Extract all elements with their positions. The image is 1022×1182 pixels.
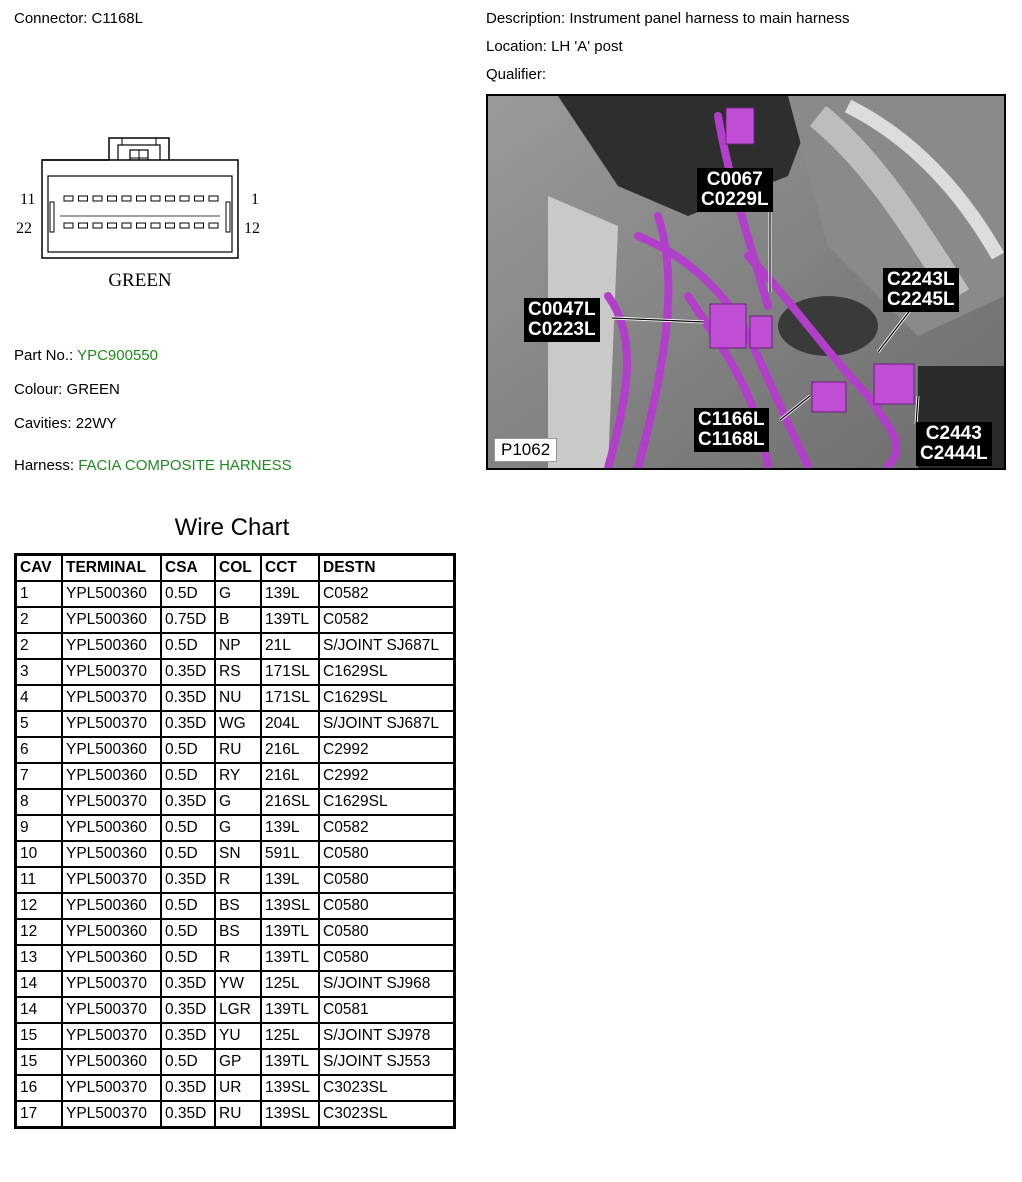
colour-label: Colour:	[14, 381, 63, 398]
cell-col: GP	[215, 1049, 261, 1075]
cell-destn: C0580	[319, 945, 455, 971]
table-row	[16, 581, 455, 607]
table-row	[16, 1101, 455, 1128]
pin-cavity	[166, 223, 175, 228]
cell-terminal: YPL500370	[62, 685, 161, 711]
cell-terminal: YPL500370	[62, 711, 161, 737]
cell-col: NU	[215, 685, 261, 711]
cell-terminal: YPL500360	[62, 763, 161, 789]
pin-cavity	[122, 196, 131, 201]
cell-terminal: YPL500360	[62, 633, 161, 659]
cavities-line	[14, 415, 117, 432]
cell-destn: C3023SL	[319, 1075, 455, 1101]
cell-cav: 15	[16, 1023, 63, 1049]
cell-cct: 171SL	[261, 685, 319, 711]
cell-destn: C1629SL	[319, 789, 455, 815]
table-row	[16, 815, 455, 841]
cell-csa: 0.5D	[161, 815, 215, 841]
table-row	[16, 789, 455, 815]
cavities-label: Cavities:	[14, 415, 72, 432]
pin-cavity	[195, 196, 204, 201]
cell-csa: 0.35D	[161, 1075, 215, 1101]
cell-cct: 139TL	[261, 945, 319, 971]
cell-cct: 216L	[261, 763, 319, 789]
pin-label-12: 12	[244, 220, 260, 237]
cell-cav: 12	[16, 893, 63, 919]
cell-cav: 7	[16, 763, 63, 789]
cell-cav: 15	[16, 1049, 63, 1075]
cell-terminal: YPL500370	[62, 971, 161, 997]
callout-c2443: C2443 C2444L	[916, 422, 992, 466]
cell-terminal: YPL500360	[62, 607, 161, 633]
cell-terminal: YPL500370	[62, 997, 161, 1023]
qualifier-line	[486, 66, 546, 83]
cell-cav: 8	[16, 789, 63, 815]
callout-c0047l: C0047L C0223L	[524, 298, 600, 342]
table-row	[16, 607, 455, 633]
header-cct: CCT	[261, 555, 319, 582]
cell-terminal: YPL500360	[62, 945, 161, 971]
cell-terminal: YPL500370	[62, 1075, 161, 1101]
cell-csa: 0.5D	[161, 1049, 215, 1075]
cell-cct: 139SL	[261, 893, 319, 919]
cell-cct: 125L	[261, 1023, 319, 1049]
cell-cct: 216SL	[261, 789, 319, 815]
cell-cct: 591L	[261, 841, 319, 867]
pin-cavity	[166, 196, 175, 201]
cell-col: R	[215, 867, 261, 893]
pin-cavity	[151, 223, 160, 228]
cell-cav: 16	[16, 1075, 63, 1101]
cell-cav: 11	[16, 867, 63, 893]
pin-cavity	[151, 196, 160, 201]
cell-destn: C0582	[319, 581, 455, 607]
cell-cav: 14	[16, 971, 63, 997]
pin-cavity	[93, 196, 102, 201]
cell-cav: 12	[16, 919, 63, 945]
cell-csa: 0.35D	[161, 997, 215, 1023]
cell-cav: 13	[16, 945, 63, 971]
location-label: Location:	[486, 38, 547, 55]
header-terminal: TERMINAL	[62, 555, 161, 582]
cell-terminal: YPL500360	[62, 919, 161, 945]
cell-destn: C0582	[319, 815, 455, 841]
cell-csa: 0.5D	[161, 581, 215, 607]
pin-label-1: 1	[251, 191, 259, 208]
harness-link[interactable]: FACIA COMPOSITE HARNESS	[78, 457, 292, 474]
cell-csa: 0.35D	[161, 711, 215, 737]
cell-cav: 1	[16, 581, 63, 607]
cell-terminal: YPL500360	[62, 841, 161, 867]
pin-cavity	[79, 196, 88, 201]
pin-cavity	[209, 223, 218, 228]
cell-cav: 3	[16, 659, 63, 685]
table-row	[16, 945, 455, 971]
cell-cct: 139TL	[261, 919, 319, 945]
connector-label: Connector:	[14, 10, 88, 27]
cell-csa: 0.35D	[161, 789, 215, 815]
cell-col: G	[215, 815, 261, 841]
cell-csa: 0.75D	[161, 607, 215, 633]
cell-cav: 5	[16, 711, 63, 737]
cell-destn: C0580	[319, 893, 455, 919]
cell-col: YU	[215, 1023, 261, 1049]
cell-terminal: YPL500370	[62, 867, 161, 893]
header-cav: CAV	[16, 555, 63, 582]
cell-cav: 6	[16, 737, 63, 763]
pin-cavity	[209, 196, 218, 201]
cell-destn: C3023SL	[319, 1101, 455, 1128]
callout-c1166l: C1166L C1168L	[694, 408, 769, 452]
cell-destn: C0582	[319, 607, 455, 633]
pin-cavity	[79, 223, 88, 228]
cell-col: NP	[215, 633, 261, 659]
table-row	[16, 867, 455, 893]
harness-label: Harness:	[14, 457, 75, 474]
part-number-line	[14, 347, 158, 364]
table-row	[16, 1049, 455, 1075]
callout-c2243l: C2243L C2245L	[883, 268, 959, 312]
cell-cct: 139TL	[261, 1049, 319, 1075]
table-row	[16, 997, 455, 1023]
cell-csa: 0.5D	[161, 841, 215, 867]
cell-csa: 0.35D	[161, 971, 215, 997]
pin-cavity	[137, 196, 146, 201]
cell-csa: 0.35D	[161, 1101, 215, 1128]
cell-destn: C0580	[319, 919, 455, 945]
cell-cct: 139SL	[261, 1101, 319, 1128]
table-row	[16, 711, 455, 737]
callout-c0067: C0067 C0229L	[697, 168, 773, 212]
colour-line	[14, 381, 120, 398]
pin-cavity	[137, 223, 146, 228]
cell-destn: S/JOINT SJ968	[319, 971, 455, 997]
table-row	[16, 1075, 455, 1101]
cell-col: UR	[215, 1075, 261, 1101]
cell-csa: 0.35D	[161, 659, 215, 685]
wire-chart-table	[14, 553, 456, 1129]
cell-cav: 14	[16, 997, 63, 1023]
table-row	[16, 893, 455, 919]
colour-value: GREEN	[66, 381, 120, 398]
cell-destn: S/JOINT SJ978	[319, 1023, 455, 1049]
table-row	[16, 737, 455, 763]
cell-cav: 10	[16, 841, 63, 867]
cell-csa: 0.5D	[161, 633, 215, 659]
cell-cct: 171SL	[261, 659, 319, 685]
cell-destn: S/JOINT SJ553	[319, 1049, 455, 1075]
cell-col: RS	[215, 659, 261, 685]
cell-col: R	[215, 945, 261, 971]
table-row	[16, 633, 455, 659]
cell-cav: 4	[16, 685, 63, 711]
cell-csa: 0.5D	[161, 737, 215, 763]
connector-id: C1168L	[91, 10, 143, 27]
cell-cct: 204L	[261, 711, 319, 737]
description-label: Description:	[486, 10, 566, 27]
drawing-colour-label: GREEN	[108, 270, 172, 291]
cell-cct: 139TL	[261, 997, 319, 1023]
cell-cct: 139L	[261, 815, 319, 841]
pin-cavity	[180, 196, 189, 201]
cell-destn: C0580	[319, 867, 455, 893]
cell-terminal: YPL500370	[62, 789, 161, 815]
cell-csa: 0.35D	[161, 685, 215, 711]
cell-cct: 139TL	[261, 607, 319, 633]
cell-terminal: YPL500360	[62, 581, 161, 607]
cell-cav: 9	[16, 815, 63, 841]
wire-chart-header-row	[16, 555, 455, 582]
wire-chart-body	[16, 581, 455, 1128]
cell-col: BS	[215, 893, 261, 919]
cell-cct: 139L	[261, 581, 319, 607]
cell-cct: 139L	[261, 867, 319, 893]
header-destn: DESTN	[319, 555, 455, 582]
pin-cavity	[122, 223, 131, 228]
cell-cct: 139SL	[261, 1075, 319, 1101]
pin-cavity	[93, 223, 102, 228]
cell-col: WG	[215, 711, 261, 737]
cell-col: RU	[215, 1101, 261, 1128]
cell-terminal: YPL500370	[62, 659, 161, 685]
cell-csa: 0.35D	[161, 1023, 215, 1049]
cell-csa: 0.35D	[161, 867, 215, 893]
cell-col: RU	[215, 737, 261, 763]
pin-cavity	[180, 223, 189, 228]
cell-csa: 0.5D	[161, 763, 215, 789]
cell-destn: C0580	[319, 841, 455, 867]
cell-terminal: YPL500360	[62, 1049, 161, 1075]
cell-destn: C1629SL	[319, 659, 455, 685]
pin-label-22: 22	[16, 220, 32, 237]
cell-csa: 0.5D	[161, 919, 215, 945]
connector-face-drawing	[14, 130, 274, 300]
pin-label-11: 11	[20, 191, 36, 208]
table-row	[16, 1023, 455, 1049]
cell-terminal: YPL500360	[62, 815, 161, 841]
cell-csa: 0.5D	[161, 945, 215, 971]
pin-cavity	[108, 196, 117, 201]
connector-line	[14, 10, 143, 27]
pin-cavity	[108, 223, 117, 228]
cell-cct: 216L	[261, 737, 319, 763]
cell-cct: 125L	[261, 971, 319, 997]
cell-destn: S/JOINT SJ687L	[319, 633, 455, 659]
pin-cavity	[64, 196, 73, 201]
cell-destn: C1629SL	[319, 685, 455, 711]
cell-cav: 2	[16, 607, 63, 633]
cavities-value: 22WY	[75, 415, 117, 432]
table-row	[16, 763, 455, 789]
pin-cavity	[64, 223, 73, 228]
description-value: Instrument panel harness to main harness	[569, 10, 850, 27]
location-value: LH 'A' post	[551, 38, 623, 55]
cell-col: G	[215, 789, 261, 815]
cell-destn: C2992	[319, 737, 455, 763]
qualifier-label: Qualifier:	[486, 66, 547, 83]
header-csa: CSA	[161, 555, 215, 582]
wire-chart-title: Wire Chart	[174, 514, 290, 541]
cell-destn: C2992	[319, 763, 455, 789]
cell-destn: S/JOINT SJ687L	[319, 711, 455, 737]
cell-cav: 2	[16, 633, 63, 659]
cell-col: LGR	[215, 997, 261, 1023]
harness-line	[14, 457, 292, 474]
cell-destn: C0581	[319, 997, 455, 1023]
location-line	[486, 38, 623, 55]
cell-col: SN	[215, 841, 261, 867]
cell-cav: 17	[16, 1101, 63, 1128]
photo-id-label: P1062	[494, 438, 557, 462]
table-row	[16, 659, 455, 685]
cell-col: RY	[215, 763, 261, 789]
cell-col: YW	[215, 971, 261, 997]
connector-location-photo	[486, 94, 1006, 470]
part-number-label: Part No.:	[14, 347, 74, 364]
cell-terminal: YPL500360	[62, 893, 161, 919]
header-col: COL	[215, 555, 261, 582]
cell-terminal: YPL500370	[62, 1101, 161, 1128]
table-row	[16, 919, 455, 945]
cell-terminal: YPL500370	[62, 1023, 161, 1049]
description-line	[486, 10, 850, 27]
part-number-link[interactable]: YPC900550	[77, 347, 158, 364]
cell-csa: 0.5D	[161, 893, 215, 919]
table-row	[16, 841, 455, 867]
cell-col: B	[215, 607, 261, 633]
cell-col: BS	[215, 919, 261, 945]
cell-cct: 21L	[261, 633, 319, 659]
table-row	[16, 971, 455, 997]
cell-col: G	[215, 581, 261, 607]
table-row	[16, 685, 455, 711]
pin-cavity	[195, 223, 204, 228]
cell-terminal: YPL500360	[62, 737, 161, 763]
